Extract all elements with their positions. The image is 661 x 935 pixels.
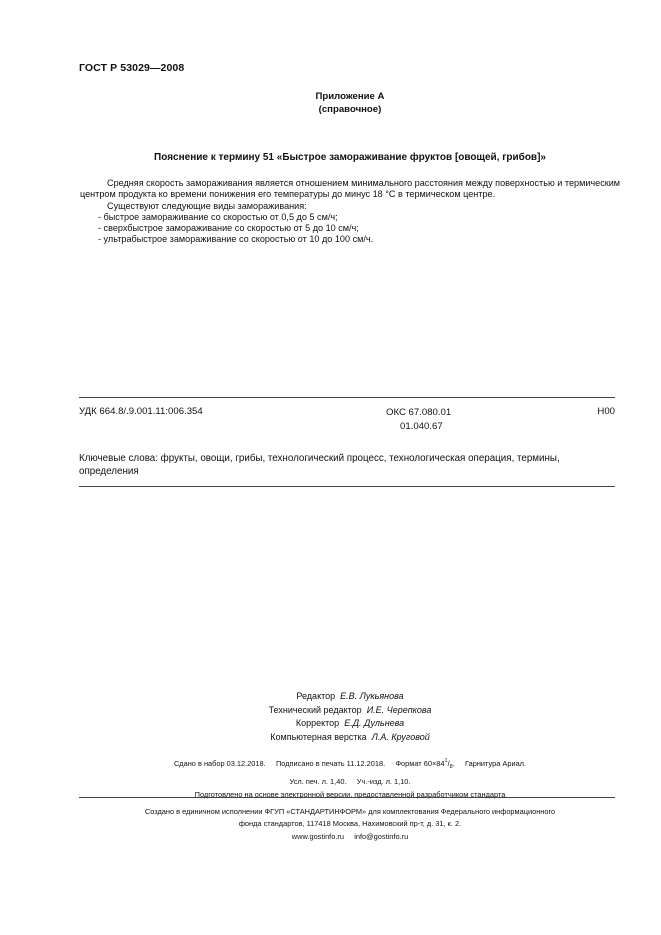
editor-line: Корректор Е.Д. Дульнева <box>295 718 405 728</box>
annex-title: Приложение А <box>315 91 385 102</box>
body-paragraph: Существуют следующие виды замораживания: <box>107 200 307 211</box>
oks-codes <box>386 406 451 434</box>
divider-bottom <box>79 486 615 487</box>
section-title: Пояснение к термину 51 «Быстрое замораживание фруктов [овощей, грибов]» <box>154 152 546 163</box>
publication-line-2: Усл. печ. л. 1,40. Уч.-изд. л. 1,10. <box>289 776 411 786</box>
publication-line-3: Подготовлено на основе электронной версии, предоставленной разработчиком стандарта <box>194 790 506 799</box>
udk-code: УДК 664.8/.9.001.11:006.354 <box>79 406 203 417</box>
annex-subtitle: (справочное) <box>318 104 382 115</box>
website-link[interactable]: www.gostinfo.ru <box>291 831 344 841</box>
editor-line: Технический редактор И.Е. Черепкова <box>268 704 432 715</box>
annex-heading <box>0 90 661 116</box>
list-item: - ультрабыстрое замораживание со скоростью от 10 до 100 см/ч. <box>98 234 374 245</box>
divider-top <box>79 397 615 398</box>
publication-line-1: Сдано в набор 03.12.2018. Подписано в печать 11.12.2018. Формат $60\times 84^1/_8$. Гарнитура Ариал. <box>173 758 527 770</box>
oks-code-2: 01.040.67 <box>400 421 443 432</box>
keywords: Ключевые слова: фрукты, овощи, грибы, технологический процесс, технологическая операция, термины, определения <box>79 453 560 477</box>
list-item: - сверхбыстрое замораживание со скоростью от 5 до 10 см/ч; <box>98 223 359 234</box>
divider-footer <box>79 797 615 798</box>
editor-line: Компьютерная верстка Л.А. Круговой <box>270 731 430 742</box>
section-body <box>80 178 624 246</box>
editor-line: Редактор Е.В. Лукьянова <box>296 691 404 701</box>
list-item: - быстрое замораживание со скоростью от 0,5 до 5 см/ч; <box>98 211 338 222</box>
editors-block <box>0 690 661 744</box>
oks-code-1: ОКС 67.080.01 <box>386 407 452 418</box>
footer <box>0 806 661 843</box>
email-link[interactable]: info@gostinfo.ru <box>354 831 409 841</box>
footer-line-1: Создано в единичном исполнении ФГУП «СТАНДАРТИНФОРМ» для комплектования Федерального информационного <box>144 807 556 816</box>
body-paragraph: Средняя скорость замораживания является отношением минимального расстояния между поверхностью и термическим центром продукта ко времени понижения его температуры до минус 18 °С в термическом центре. <box>80 178 621 200</box>
publication-info <box>0 755 661 802</box>
footer-line-2: фонда стандартов, 117418 Москва, Нахимовский пр-т, д. 31, к. 2. <box>238 819 462 829</box>
document-code: ГОСТ Р 53029—2008 <box>79 62 185 74</box>
classifier-code: Н00 <box>597 406 615 417</box>
footer-contacts <box>0 831 661 843</box>
